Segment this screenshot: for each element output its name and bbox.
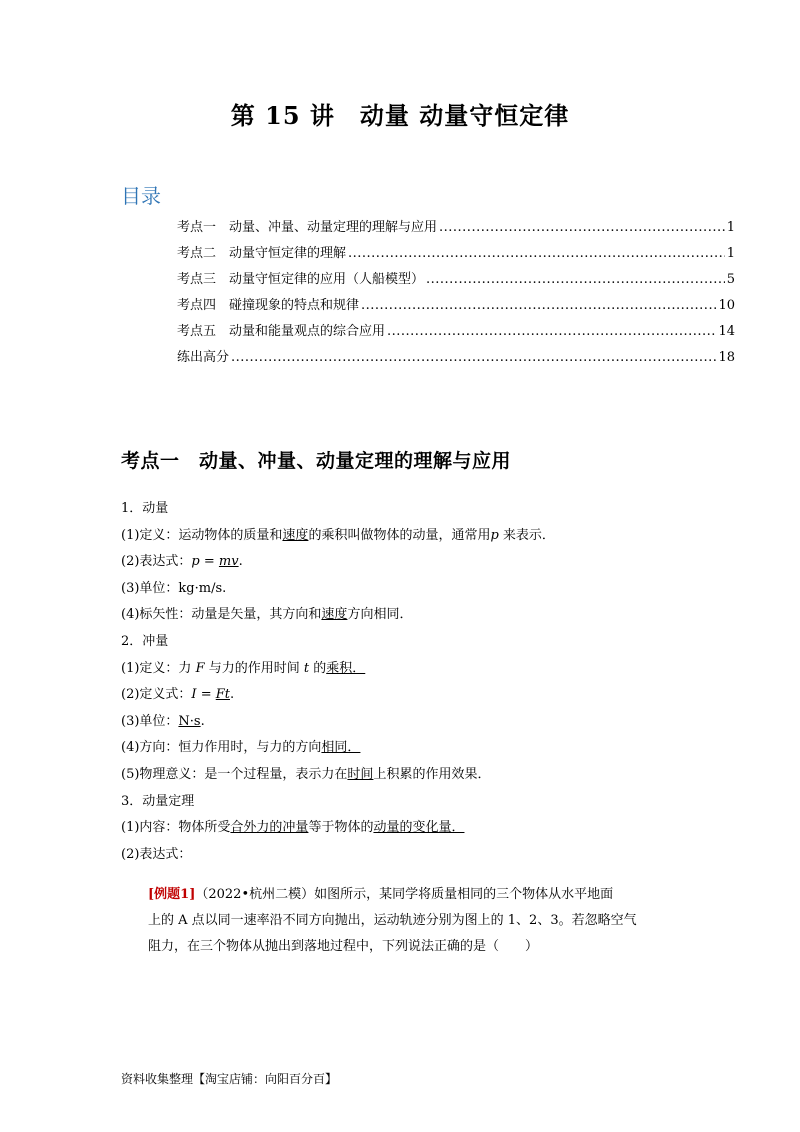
toc-item-label: 考点二 动量守恒定律的理解 [177, 246, 347, 261]
theorem-expression: (2)表达式： [121, 846, 192, 862]
toc-item[interactable] [177, 242, 735, 268]
section-body [121, 496, 721, 868]
impulse-definition: (1)定义：力 F 与力的作用时间 t 的乘积． [121, 660, 366, 676]
momentum-heading: 1．动量 [121, 501, 169, 516]
toc-item[interactable] [177, 216, 735, 242]
page-title: 第 15 讲 动量 动量守恒定律 [230, 101, 570, 130]
toc-item[interactable] [177, 346, 735, 372]
impulse-heading: 2．冲量 [121, 633, 169, 649]
toc-item-page: 14 [718, 324, 735, 339]
momentum-vector: (4)标矢性：动量是矢量，其方向和速度方向相同． [121, 607, 413, 623]
toc-leader [361, 298, 716, 313]
momentum-unit: (3)单位：kg·m/s. [121, 580, 227, 596]
example-tag: [例题1] [148, 887, 196, 902]
toc-item-label: 考点一 动量、冲量、动量定理的理解与应用 [177, 220, 438, 235]
toc-item[interactable] [177, 294, 735, 320]
toc-item-label: 考点三 动量守恒定律的应用（人船模型） [177, 272, 425, 287]
toc-item-page: 18 [718, 350, 735, 365]
example-line: 上的 A 点以同一速率沿不同方向抛出，运动轨迹分别为图上的 1、2、3。若忽略空气 [148, 913, 637, 928]
toc-leader [231, 350, 716, 365]
impulse-expression: (2)定义式：I = Ft. [121, 687, 235, 703]
example-1 [148, 882, 708, 960]
impulse-direction: (4)方向：恒力作用时，与力的方向相同． [121, 740, 361, 756]
toc-leader [426, 272, 725, 287]
example-line: [例题1]（2022•杭州二模）如图所示，某同学将质量相同的三个物体从水平地面 [148, 887, 614, 902]
impulse-meaning: (5)物理意义：是一个过程量，表示力在时间上积累的作用效果． [121, 766, 491, 782]
example-line: 阻力，在三个物体从抛出到落地过程中，下列说法正确的是（ ） [148, 939, 539, 954]
toc-leader [387, 324, 716, 339]
toc-leader [439, 220, 725, 235]
toc-item[interactable] [177, 268, 735, 294]
page-footer: 资料收集整理【淘宝店铺：向阳百分百】 [121, 1072, 338, 1086]
toc-item[interactable] [177, 320, 735, 346]
toc-heading: 目录 [121, 184, 161, 208]
toc-item-page: 1 [726, 220, 735, 235]
table-of-contents [177, 216, 735, 372]
toc-item-label: 考点五 动量和能量观点的综合应用 [177, 324, 386, 339]
theorem-heading: 3．动量定理 [121, 793, 195, 809]
impulse-unit: (3)单位：N·s. [121, 713, 205, 729]
toc-item-label: 考点四 碰撞现象的特点和规律 [177, 298, 360, 313]
momentum-expression: (2)表达式：p = mv. [121, 554, 243, 570]
section-heading: 考点一 动量、冲量、动量定理的理解与应用 [121, 450, 512, 472]
toc-item-page: 1 [726, 246, 735, 261]
toc-item-page: 10 [718, 298, 735, 313]
toc-leader [348, 246, 725, 261]
momentum-definition: (1)定义：运动物体的质量和速度的乘积叫做物体的动量，通常用p 来表示． [121, 527, 555, 543]
toc-item-label: 练出高分 [177, 350, 230, 365]
toc-item-page: 5 [726, 272, 735, 287]
theorem-content: (1)内容：物体所受合外力的冲量等于物体的动量的变化量． [121, 820, 465, 836]
